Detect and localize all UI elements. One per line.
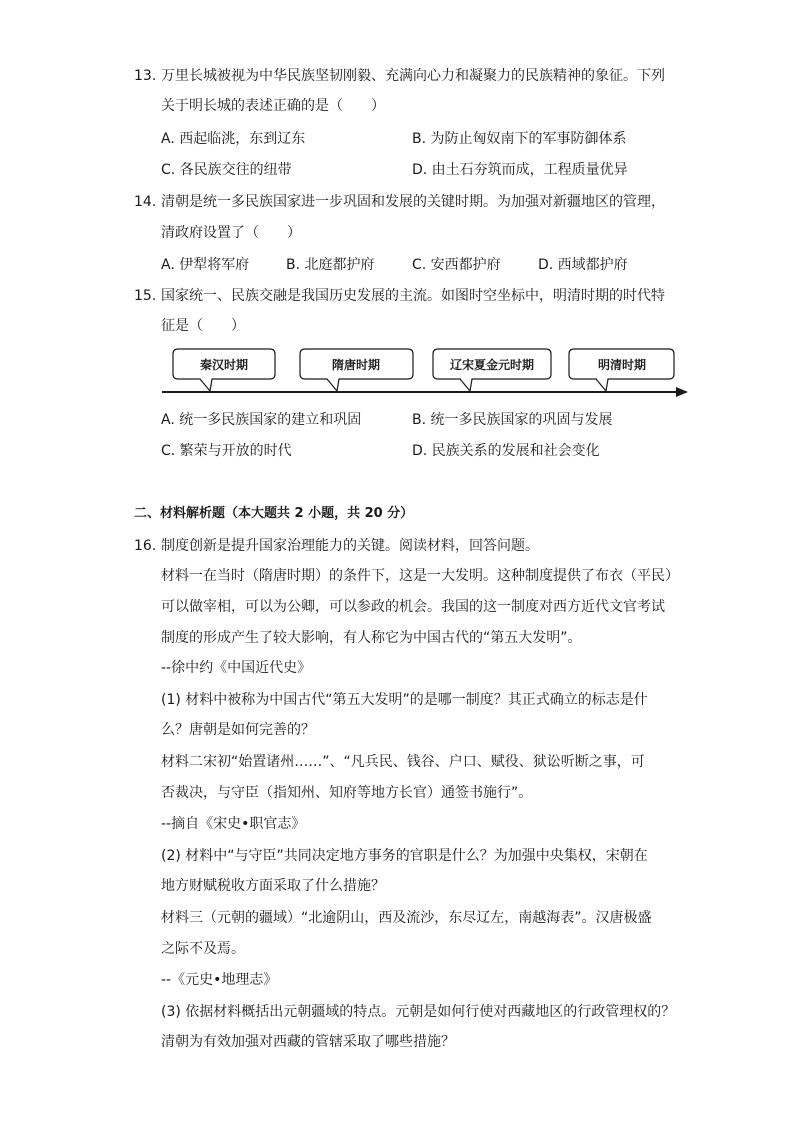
q15-option-a: A. 统一多民族国家的建立和巩固: [161, 412, 362, 428]
q13-stem-cont: 关于明长城的表述正确的是（ ）: [161, 98, 385, 114]
q16-number: 16.: [134, 538, 157, 554]
q13-option-a: A. 西起临洮，东到辽东: [161, 131, 306, 147]
sub-question-1: (1) 材料中被称为中国古代“第五大发明”的是哪一制度？其正式确立的标志是什: [161, 692, 648, 708]
timeline-label-suitang: 隋唐时期: [331, 358, 381, 372]
q14-number: 14.: [134, 194, 157, 210]
q16-stem: 制度创新是提升国家治理能力的关键。阅读材料，回答问题。: [161, 538, 539, 554]
sub-question-3: (3) 依据材料概括出元朝疆域的特点。元朝是如何行使对西藏地区的行政管理权的？: [161, 1004, 676, 1020]
sub-question-2: (2) 材料中“与守臣”共同决定地方事务的官职是什么？为加强中央集权，宋朝在: [161, 848, 648, 864]
q14-option-a: A. 伊犁将军府: [161, 257, 250, 273]
material-3-text-cont: 之际不及焉。: [161, 941, 245, 957]
material-1-source: --徐中约《中国近代史》: [161, 660, 312, 676]
material-3-text: 材料三（元朝的疆域）“北逾阴山，西及流沙，东尽辽左，南越海表”。汉唐极盛: [161, 910, 652, 926]
material-1-text: 材料一在当时（隋唐时期）的条件下，这是一大发明。这种制度提供了布衣（平民）: [161, 568, 679, 584]
q15-stem: 国家统一、民族交融是我国历史发展的主流。如图时空坐标中，明清时期的时代特: [161, 288, 665, 304]
timeline-figure: [156, 344, 696, 404]
timeline-callout-suitang: [300, 349, 413, 391]
q14-stem: 清朝是统一多民族国家进一步巩固和发展的关键时期。为加强对新疆地区的管理，: [161, 194, 665, 210]
q14-option-d: D. 西域都护府: [538, 257, 628, 273]
timeline-label-liaosong: 辽宋夏金元时期: [449, 358, 535, 372]
section-heading: 二、材料解析题（本大题共 2 小题，共 20 分）: [134, 506, 414, 521]
q13-number: 13.: [134, 68, 157, 84]
q15-option-d: D. 民族关系的发展和社会变化: [412, 443, 600, 459]
q13-option-c: C. 各民族交往的纽带: [161, 162, 292, 178]
timeline-callout-liaosong: [433, 349, 551, 391]
q14-stem-cont: 清政府设置了（ ）: [161, 225, 301, 241]
material-2-source: --摘自《宋史•职官志》: [161, 816, 306, 832]
q15-option-b: B. 统一多民族国家的巩固与发展: [412, 412, 613, 428]
q15-number: 15.: [134, 288, 157, 304]
material-1-text-cont: 可以做宰相，可以为公卿，可以参政的机会。我国的这一制度对西方近代文官考试: [161, 599, 665, 615]
q13-option-d: D. 由土石夯筑而成，工程质量优异: [412, 162, 628, 178]
material-2-text-cont: 否裁决，与守臣（指知州、知府等地方长官）通签书施行”。: [161, 785, 533, 801]
material-2-text: 材料二宋初“始置诸州……”、“凡兵民、钱谷、户口、赋役、狱讼听断之事，可: [161, 754, 645, 770]
sub-question-3-cont: 清朝为有效加强对西藏的管辖采取了哪些措施？: [161, 1034, 455, 1050]
timeline-axis: [162, 387, 688, 397]
timeline-label-qinhan: 秦汉时期: [199, 358, 249, 372]
material-3-source: --《元史•地理志》: [161, 972, 278, 988]
q15-stem-cont: 征是（ ）: [161, 318, 245, 334]
q13-option-b: B. 为防止匈奴南下的军事防御体系: [412, 131, 627, 147]
q14-option-b: B. 北庭都护府: [286, 257, 375, 273]
sub-question-1-cont: 么？唐朝是如何完善的？: [161, 722, 315, 738]
material-1-text-cont: 制度的形成产生了较大影响，有人称它为中国古代的“第五大发明”。: [161, 630, 582, 646]
timeline-callout-qinhan: [173, 349, 275, 391]
sub-question-2-cont: 地方财赋税收方面采取了什么措施？: [161, 878, 385, 894]
timeline-label-mingqing: 明清时期: [597, 358, 647, 372]
q14-option-c: C. 安西都护府: [412, 257, 501, 273]
timeline-callout-mingqing: [569, 349, 674, 391]
q15-option-c: C. 繁荣与开放的时代: [161, 443, 292, 459]
q13-stem: 万里长城被视为中华民族坚韧刚毅、充满向心力和凝聚力的民族精神的象征。下列: [161, 68, 665, 84]
